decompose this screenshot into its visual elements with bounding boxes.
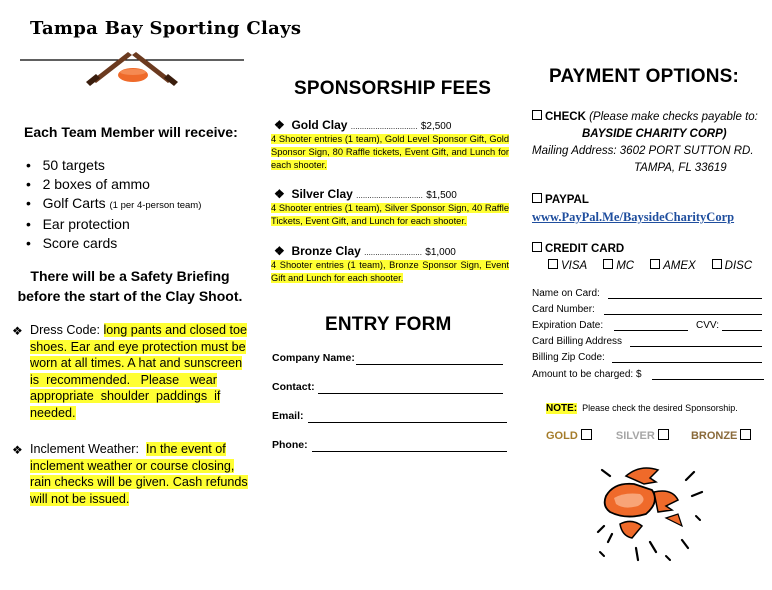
list-item: • Ear protection	[26, 216, 130, 232]
receive-heading: Each Team Member will receive:	[24, 124, 238, 140]
credit-card-checkbox[interactable]	[532, 242, 542, 252]
credit-card-option: CREDIT CARD VISA MC AMEX DISC	[532, 241, 752, 275]
sponsorship-note: NOTE: Please check the desired Sponsorship.	[546, 403, 738, 414]
silver-choice[interactable]: SILVER	[616, 430, 669, 442]
payment-options-heading: PAYMENT OPTIONS:	[549, 66, 740, 87]
amount-label: Amount to be charged: $	[532, 369, 642, 380]
amex-option[interactable]: AMEX	[650, 260, 696, 272]
company-name-label: Company Name:	[272, 352, 355, 364]
check-option: CHECK (Please make checks payable to: BAYSIDE CHARITY CORP) Mailing Address: 3602 PORT SUTTON RD. TAMPA, FL 33619	[532, 111, 758, 174]
billing-address-field[interactable]	[630, 346, 762, 347]
benefits-list	[26, 156, 201, 253]
shattered-clay-graphic	[596, 456, 708, 570]
paypal-option: PAYPAL www.PayPal.Me/BaysideCharityCorp	[532, 194, 735, 224]
sponsorship-fees-heading: SPONSORSHIP FEES	[294, 78, 492, 99]
logo-graphic	[16, 38, 248, 88]
expiration-label: Expiration Date:	[532, 320, 604, 331]
email-label: Email:	[272, 410, 304, 422]
phone-label: Phone:	[272, 439, 308, 451]
name-on-card-field[interactable]	[608, 298, 762, 299]
dress-code: Dress Code: long pants and closed toe shoes. Ear and eye protection must be worn at all times. A hat and sunscreen is recommended. Please wear appropriate shoulder paddings if needed.	[30, 323, 248, 420]
gold-choice[interactable]: GOLD	[546, 430, 592, 442]
check-checkbox[interactable]	[532, 110, 542, 120]
disc-option[interactable]: DISC	[712, 260, 752, 272]
list-item: • 50 targets	[26, 157, 105, 173]
tier-gold-title: ❖ Gold Clay .............................. $2,500	[274, 118, 452, 132]
safety-briefing: There will be a Safety Briefing before the start of the Clay Shoot.	[17, 268, 243, 304]
tier-gold-description: 4 Shooter entries (1 team), Gold Level Sponsor Gift, Gold Sponsor Sign, 80 Raffle tickets, Event Gift, and Lunch for each shooter.	[271, 134, 509, 170]
weather-bullet: ❖	[12, 443, 23, 457]
expiration-field[interactable]	[614, 330, 688, 331]
card-number-label: Card Number:	[532, 304, 595, 315]
dress-code-bullet: ❖	[12, 324, 23, 338]
billing-address-label: Card Billing Address	[532, 336, 623, 347]
sponsorship-choices	[546, 429, 751, 442]
tier-bronze-title: ❖ Bronze Clay .......................... $1,000	[274, 244, 456, 258]
tier-silver-description: 4 Shooter entries (1 team), Silver Sponsor Sign, 40 Raffle Tickets, Event Gift, and Lunch for each shooter.	[271, 203, 509, 226]
contact-label: Contact:	[272, 381, 315, 393]
visa-option[interactable]: VISA	[548, 260, 587, 272]
inclement-weather: Inclement Weather: In the event of inclement weather or course closing, rain checks will be given. Cash refunds will not be issued.	[30, 442, 248, 506]
tier-silver-title: ❖ Silver Clay .............................. $1,500	[274, 187, 457, 201]
paypal-checkbox[interactable]	[532, 193, 542, 203]
email-field[interactable]	[308, 422, 507, 423]
company-name-field[interactable]	[356, 364, 503, 365]
tier-bronze-description: 4 Shooter entries (1 team), Bronze Sponsor Sign, Event Gift and Lunch for each shooter.	[271, 260, 509, 283]
mc-option[interactable]: MC	[603, 260, 634, 272]
name-on-card-label: Name on Card:	[532, 288, 600, 299]
phone-field[interactable]	[312, 451, 507, 452]
cvv-label: CVV:	[696, 320, 719, 331]
bronze-choice[interactable]: BRONZE	[691, 430, 751, 442]
card-number-field[interactable]	[604, 314, 762, 315]
cvv-field[interactable]	[722, 330, 762, 331]
entry-form-heading: ENTRY FORM	[325, 314, 452, 335]
paypal-link[interactable]: www.PayPal.Me/BaysideCharityCorp	[532, 210, 735, 224]
contact-field[interactable]	[318, 393, 503, 394]
billing-zip-field[interactable]	[612, 362, 762, 363]
amount-field[interactable]	[652, 379, 764, 380]
list-item: • 2 boxes of ammo	[26, 176, 150, 192]
list-item: • Golf Carts (1 per 4-person team)	[26, 195, 202, 211]
billing-zip-label: Billing Zip Code:	[532, 352, 605, 363]
logo-title: Tampa Bay Sporting Clays	[30, 18, 302, 39]
list-item: • Score cards	[26, 235, 118, 251]
